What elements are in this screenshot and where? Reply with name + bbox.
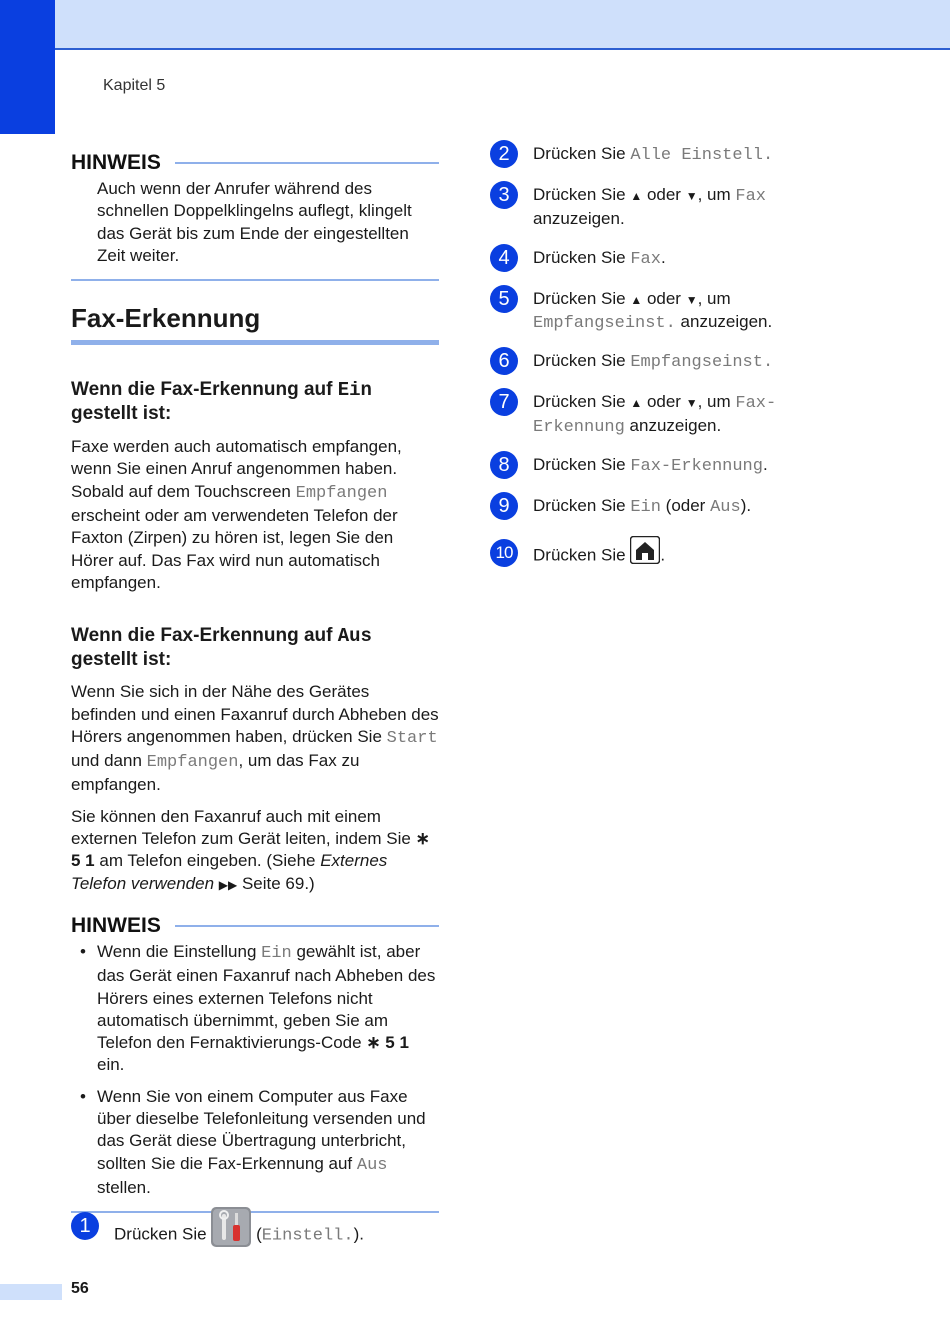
text: Wenn die Einstellung — [97, 941, 262, 961]
text: , um — [697, 392, 736, 411]
arrow-icon: ▶▶ — [218, 877, 238, 892]
step-2 — [490, 140, 773, 168]
step-text — [533, 181, 823, 231]
note-title: HINWEIS — [71, 151, 161, 174]
step-number: 3 — [490, 181, 518, 209]
step-text — [533, 539, 665, 570]
text: Drücken Sie — [533, 455, 631, 474]
paragraph-aus-2 — [71, 806, 439, 896]
text: erscheint oder am verwendeten Telefon der Faxton (Zirpen) zu hören ist, legen Sie den Hörer auf. Das Fax wird nun automatisch empfangen. — [71, 506, 398, 592]
lcd-text: Empfangseinst. — [630, 353, 774, 372]
note-box — [71, 148, 439, 281]
text: Drücken Sie — [533, 185, 631, 204]
up-arrow-icon: ▲ — [630, 396, 643, 410]
remote-code: ∗ 5 1 — [366, 1033, 409, 1053]
note-end-rule — [71, 279, 439, 281]
text: , um — [697, 289, 731, 308]
subheading-text: Wenn die Fax-Erkennung auf — [71, 379, 338, 401]
left-column — [71, 148, 439, 1213]
lcd-text: Fax-Erkennung — [630, 457, 763, 476]
step-number: 1 — [71, 1212, 99, 1240]
text: anzuzeigen. — [533, 209, 625, 229]
text: Drücken Sie — [533, 144, 631, 163]
text: . — [660, 545, 666, 565]
note-text: Auch wenn der Anrufer während des schnellen Doppelklingelns auflegt, klingelt das Gerät bis zum Ende der eingestellten Zeit weiter. — [97, 179, 412, 265]
page-tab — [0, 1284, 62, 1300]
text: oder — [642, 392, 686, 411]
text: ). — [353, 1224, 364, 1244]
text: Wenn Sie sich in der Nähe des Gerätes befinden und einen Faxanruf durch Abheben des Hörers angenommen haben, drücken Sie — [71, 682, 439, 746]
text: am Telefon eingeben. (Siehe — [94, 851, 321, 871]
note-bullet-1 — [71, 941, 439, 1077]
subheading-text-end: gestellt ist: — [71, 649, 172, 671]
text: ( — [256, 1224, 262, 1244]
text: Wenn Sie von einem Computer aus Faxe über dieselbe Telefonleitung versenden und das Gerät diese Übertragung unterbricht, sollten Sie die Fax-Erkennung auf — [97, 1086, 426, 1173]
subheading-code: Ein — [337, 379, 372, 402]
lcd-text: Fax — [735, 187, 766, 206]
step-text — [533, 347, 773, 374]
text: Drücken Sie — [533, 392, 631, 411]
paragraph-aus-1 — [71, 681, 439, 796]
lcd-text: Aus — [710, 498, 741, 517]
text: Seite 69.) — [237, 873, 315, 893]
text: Drücken Sie — [533, 545, 631, 565]
text: gewählt ist, aber das Gerät einen Faxanruf nach Abheben des Hörers eines externen Telefons nicht automatisch übernimmt, geben Sie am Telefon den Fernaktivierungs-Code — [97, 941, 436, 1053]
step-number: 9 — [490, 492, 518, 520]
text: Drücken Sie — [533, 248, 631, 267]
note-rule — [175, 162, 439, 164]
lcd-text: Ein — [261, 943, 292, 963]
lcd-text: Empfangen — [295, 483, 388, 503]
lcd-text: Fax-Erkennung — [533, 394, 777, 438]
text: anzuzeigen. — [624, 416, 722, 436]
subheading-text: Wenn die Fax-Erkennung auf — [71, 625, 338, 647]
step-number: 2 — [490, 140, 518, 168]
step-number: 7 — [490, 388, 518, 416]
text: ). — [740, 496, 752, 515]
step-text — [114, 1212, 364, 1253]
step-4 — [490, 244, 666, 272]
note-title: HINWEIS — [71, 913, 161, 937]
step-number: 10 — [490, 539, 518, 567]
chapter-label: Kapitel 5 — [103, 77, 166, 94]
step-number: 8 — [490, 451, 518, 479]
up-arrow-icon: ▲ — [630, 293, 643, 307]
lcd-text: Einstell. — [261, 1226, 354, 1246]
note-box-2 — [71, 911, 439, 1213]
text: Sie können den Faxanruf auch mit einem externen Telefon zum Gerät leiten, indem Sie — [71, 806, 416, 849]
text: Drücken Sie — [533, 496, 631, 515]
page-number: 56 — [71, 1280, 89, 1297]
paragraph-ein — [71, 436, 439, 594]
subheading-text-end: gestellt ist: — [71, 403, 172, 425]
step-text — [533, 285, 833, 336]
step-text — [533, 140, 773, 167]
step-number: 6 — [490, 347, 518, 375]
step-10 — [490, 539, 665, 570]
note-rule — [175, 925, 439, 927]
text: Drücken Sie — [114, 1224, 212, 1244]
header-band — [0, 0, 950, 50]
down-arrow-icon: ▼ — [685, 293, 698, 307]
text: Drücken Sie — [533, 351, 631, 370]
step-6 — [490, 347, 773, 375]
step-text — [533, 388, 823, 440]
text: stellen. — [97, 1177, 151, 1197]
section-title: Fax-Erkennung — [71, 303, 261, 334]
step-3 — [490, 181, 823, 231]
step-text — [533, 492, 751, 519]
step-number: 4 — [490, 244, 518, 272]
text: (oder — [660, 496, 711, 515]
down-arrow-icon: ▼ — [685, 189, 698, 203]
settings-tools-icon[interactable] — [211, 1207, 251, 1253]
text: oder — [642, 185, 686, 204]
text: . — [660, 248, 666, 267]
bullet-icon: • — [80, 941, 86, 961]
lcd-text: Alle Einstell. — [630, 146, 774, 165]
subheading-code: Aus — [337, 625, 372, 648]
text: oder — [642, 289, 686, 308]
step-7 — [490, 388, 823, 440]
text: Drücken Sie — [533, 289, 631, 308]
down-arrow-icon: ▼ — [685, 396, 698, 410]
text: Faxe werden auch automatisch empfangen, wenn Sie einen Anruf angenommen haben. Sobald auf dem Touchscreen — [71, 437, 402, 501]
text: , um das Fax zu empfangen. — [71, 751, 360, 795]
home-icon[interactable] — [630, 536, 660, 570]
lcd-text: Empfangen — [146, 753, 239, 773]
up-arrow-icon: ▲ — [630, 189, 643, 203]
text: , um — [697, 185, 736, 204]
lcd-text: Empfangseinst. — [533, 314, 676, 334]
text: anzuzeigen. — [675, 312, 773, 332]
subheading-aus — [71, 624, 439, 672]
text: . — [762, 455, 768, 474]
step-1 — [71, 1212, 364, 1253]
lcd-text: Start — [386, 728, 438, 748]
step-5 — [490, 285, 833, 336]
text: und dann — [71, 751, 147, 771]
section-rule — [71, 340, 439, 345]
step-text — [533, 244, 666, 271]
chapter-tab — [0, 0, 55, 134]
lcd-text: Fax — [630, 250, 661, 269]
remote-code: ∗ 5 1 — [71, 829, 430, 871]
cross-reference[interactable]: Externes Telefon verwenden — [71, 851, 388, 893]
subheading-ein — [71, 378, 439, 426]
step-number: 5 — [490, 285, 518, 313]
bullet-icon: • — [80, 1086, 86, 1106]
note-bullet-2 — [71, 1086, 439, 1199]
step-text — [533, 451, 768, 478]
lcd-text: Ein — [630, 498, 661, 517]
step-8 — [490, 451, 768, 479]
lcd-text: Aus — [356, 1155, 388, 1175]
step-9 — [490, 492, 751, 520]
text: ein. — [97, 1055, 125, 1075]
